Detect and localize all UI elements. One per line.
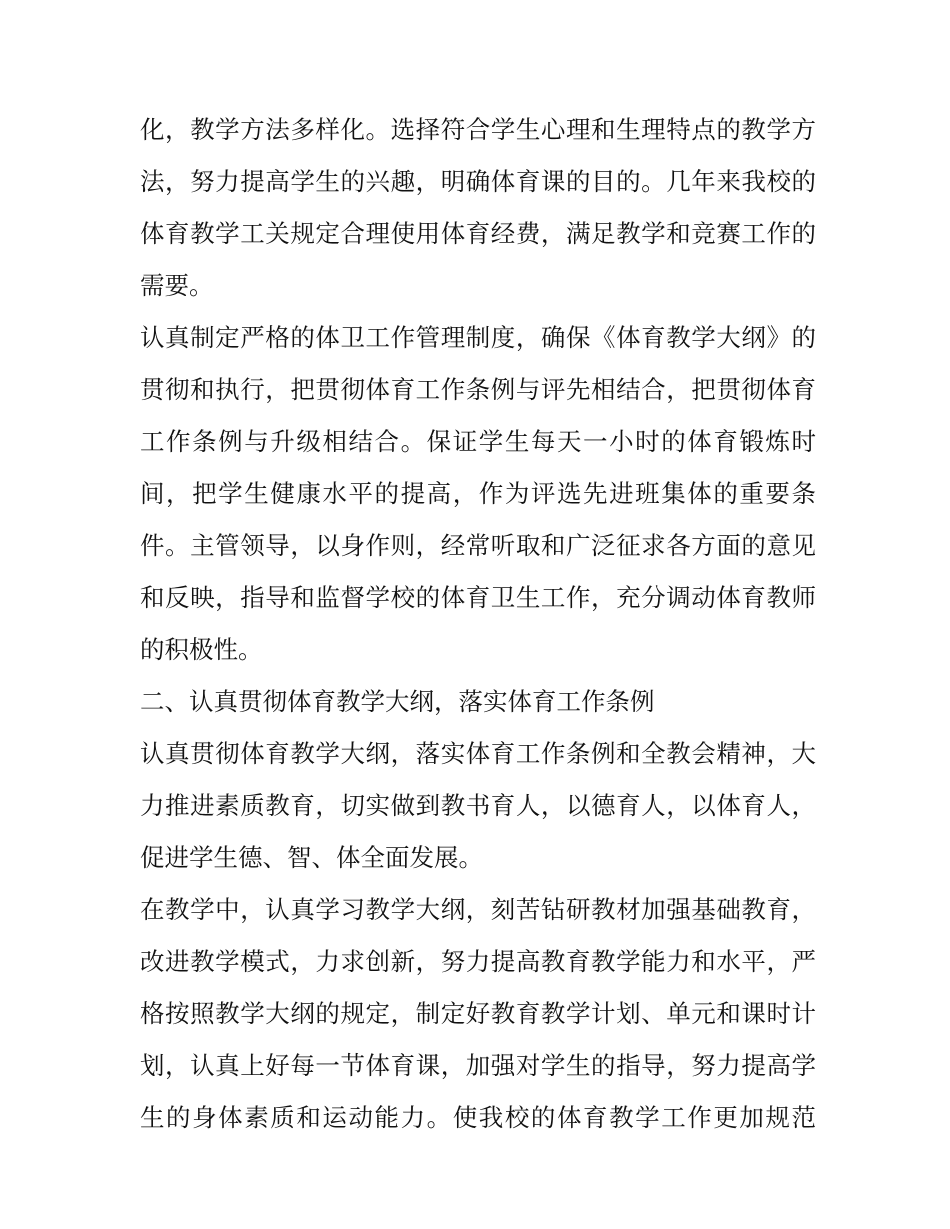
text-line: 在教学中，认真学习教学大纲，刻苦钻研教材加强基础教育， bbox=[140, 895, 816, 924]
text-line: 法，努力提高学生的兴趣，明确体育课的目的。几年来我校的 bbox=[140, 167, 816, 196]
text-line: 间，把学生健康水平的提高，作为评选先进班集体的重要条 bbox=[140, 479, 816, 508]
text-line: 需要。 bbox=[140, 271, 214, 300]
document-body bbox=[140, 104, 816, 1144]
text-line: 和反映，指导和监督学校的体育卫生工作，充分调动体育教师 bbox=[140, 583, 816, 612]
paragraph bbox=[140, 676, 816, 728]
text-line: 件。主管领导，以身作则，经常听取和广泛征求各方面的意见 bbox=[140, 531, 816, 560]
text-line: 生的身体素质和运动能力。使我校的体育教学工作更加规范 bbox=[140, 1103, 816, 1132]
text-line: 化，教学方法多样化。选择符合学生心理和生理特点的教学方 bbox=[140, 115, 816, 144]
text-line: 认真贯彻体育教学大纲，落实体育工作条例和全教会精神，大 bbox=[140, 739, 816, 768]
paragraph bbox=[140, 104, 816, 312]
text-line: 工作条例与升级相结合。保证学生每天一小时的体育锻炼时 bbox=[140, 427, 816, 456]
text-line: 划，认真上好每一节体育课，加强对学生的指导，努力提高学 bbox=[140, 1051, 816, 1080]
text-line: 改进教学模式，力求创新，努力提高教育教学能力和水平，严 bbox=[140, 947, 816, 976]
text-line: 体育教学工关规定合理使用体育经费，满足教学和竞赛工作的 bbox=[140, 219, 816, 248]
text-line: 二、认真贯彻体育教学大纲，落实体育工作条例 bbox=[140, 687, 655, 716]
text-line: 的积极性。 bbox=[140, 635, 263, 664]
paragraph bbox=[140, 884, 816, 1144]
text-line: 格按照教学大纲的规定，制定好教育教学计划、单元和课时计 bbox=[140, 999, 816, 1028]
paragraph bbox=[140, 312, 816, 676]
paragraph bbox=[140, 728, 816, 884]
text-line: 促进学生德、智、体全面发展。 bbox=[140, 843, 483, 872]
text-line: 认真制定严格的体卫工作管理制度，确保《体育教学大纲》的 bbox=[140, 323, 816, 352]
text-line: 贯彻和执行，把贯彻体育工作条例与评先相结合，把贯彻体育 bbox=[140, 375, 816, 404]
text-line: 力推进素质教育，切实做到教书育人，以德育人，以体育人， bbox=[140, 791, 816, 820]
